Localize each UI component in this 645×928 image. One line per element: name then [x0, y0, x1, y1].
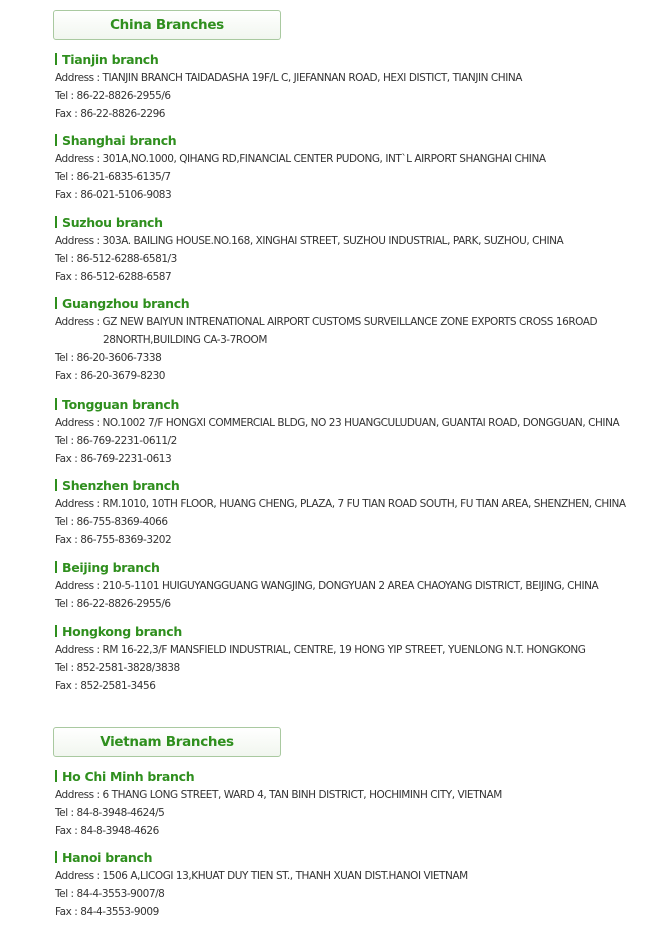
title-bar-marker — [55, 297, 57, 309]
branch-tel: Tel : 86-22-8826-2955/6 — [55, 598, 171, 610]
branch-tel: Tel : 86-20-3606-7338 — [55, 352, 162, 364]
branch-title — [55, 623, 637, 641]
branch-tel: Tel : 86-22-8826-2955/6 — [55, 90, 171, 102]
title-bar-marker — [55, 851, 57, 863]
branch-tel: Tel : 86-21-6835-6135/7 — [55, 171, 171, 183]
branch-name: Hongkong branch — [62, 624, 182, 639]
branch-address-continued: 28NORTH,BUILDING CA-3-7ROOM — [103, 334, 267, 346]
branch-tel: Tel : 84-4-3553-9007/8 — [55, 888, 165, 900]
branch-fax: Fax : 86-22-8826-2296 — [55, 108, 166, 120]
branch-name: Tongguan branch — [62, 397, 180, 412]
branch-name: Shanghai branch — [62, 133, 177, 148]
branch-tel: Tel : 86-512-6288-6581/3 — [55, 253, 177, 265]
china-branches-header: China Branches — [53, 10, 281, 40]
title-bar-marker — [55, 53, 57, 65]
branch-tongguan — [55, 396, 637, 468]
branch-address: Address : GZ NEW BAIYUN INTRENATIONAL AIRPORT CUSTOMS SURVEILLANCE ZONE EXPORTS CROSS 16ROAD — [55, 316, 598, 328]
branch-shanghai — [55, 132, 637, 204]
branch-fax: Fax : 86-021-5106-9083 — [55, 189, 172, 201]
title-bar-marker — [55, 770, 57, 782]
branch-title — [55, 51, 637, 69]
branch-tel: Tel : 86-769-2231-0611/2 — [55, 435, 177, 447]
branch-address: Address : RM.1010, 10TH FLOOR, HUANG CHENG, PLAZA, 7 FU TIAN ROAD SOUTH, FU TIAN AREA, SHENZHEN, CHINA — [55, 498, 626, 510]
branch-address: Address : 6 THANG LONG STREET, WARD 4, TAN BINH DISTRICT, HOCHIMINH CITY, VIETNAM — [55, 789, 502, 801]
branch-address: Address : 301A,NO.1000, QIHANG RD,FINANCIAL CENTER PUDONG, INT`L AIRPORT SHANGHAI CHINA — [55, 153, 546, 165]
title-bar-marker — [55, 625, 57, 637]
branch-title — [55, 849, 637, 867]
branch-address: Address : TIANJIN BRANCH TAIDADASHA 19F/L C, JIEFANNAN ROAD, HEXI DISTICT, TIANJIN CHINA — [55, 72, 523, 84]
branch-address: Address : 1506 A,LICOGI 13,KHUAT DUY TIEN ST., THANH XUAN DIST.HANOI VIETNAM — [55, 870, 468, 882]
branch-name: Suzhou branch — [62, 215, 163, 230]
branch-title — [55, 768, 637, 786]
branch-name: Guangzhou branch — [62, 296, 190, 311]
branch-guangzhou — [55, 295, 637, 385]
title-bar-marker — [55, 134, 57, 146]
title-bar-marker — [55, 216, 57, 228]
branch-address: Address : RM 16-22,3/F MANSFIELD INDUSTRIAL, CENTRE, 19 HONG YIP STREET, YUENLONG N.T. HONGKONG — [55, 644, 586, 656]
branch-address: Address : 210-5-1101 HUIGUYANGGUANG WANGJING, DONGYUAN 2 AREA CHAOYANG DISTRICT, BEIJING, CHINA — [55, 580, 599, 592]
branch-name: Ho Chi Minh branch — [62, 769, 195, 784]
branch-tel: Tel : 852-2581-3828/3838 — [55, 662, 180, 674]
branch-title — [55, 559, 637, 577]
branch-name: Hanoi branch — [62, 850, 153, 865]
branch-suzhou — [55, 214, 637, 286]
branch-hanoi — [55, 849, 637, 921]
branch-title — [55, 214, 637, 232]
branch-fax: Fax : 86-512-6288-6587 — [55, 271, 172, 283]
branch-fax: Fax : 86-20-3679-8230 — [55, 370, 166, 382]
branch-address: Address : 303A. BAILING HOUSE.NO.168, XINGHAI STREET, SUZHOU INDUSTRIAL, PARK, SUZHOU, CHINA — [55, 235, 564, 247]
branch-fax: Fax : 852-2581-3456 — [55, 680, 156, 692]
branch-title — [55, 132, 637, 150]
title-bar-marker — [55, 561, 57, 573]
branch-tel: Tel : 86-755-8369-4066 — [55, 516, 168, 528]
vietnam-branches-header: Vietnam Branches — [53, 727, 281, 757]
branch-name: Shenzhen branch — [62, 478, 180, 493]
branch-fax: Fax : 84-4-3553-9009 — [55, 906, 159, 918]
branch-fax: Fax : 86-769-2231-0613 — [55, 453, 172, 465]
branch-hongkong — [55, 623, 637, 695]
branch-name: Tianjin branch — [62, 52, 159, 67]
title-bar-marker — [55, 479, 57, 491]
branch-title — [55, 477, 637, 495]
branch-ho-chi-minh — [55, 768, 637, 840]
branch-title — [55, 396, 637, 414]
branch-beijing — [55, 559, 637, 613]
branch-name: Beijing branch — [62, 560, 160, 575]
branch-tianjin — [55, 51, 637, 123]
branch-address: Address : NO.1002 7/F HONGXI COMMERCIAL BLDG, NO 23 HUANGCULUDUAN, GUANTAI ROAD, DONGGUAN, CHINA — [55, 417, 620, 429]
branch-fax: Fax : 86-755-8369-3202 — [55, 534, 172, 546]
branch-shenzhen — [55, 477, 637, 549]
title-bar-marker — [55, 398, 57, 410]
branch-fax: Fax : 84-8-3948-4626 — [55, 825, 159, 837]
branch-tel: Tel : 84-8-3948-4624/5 — [55, 807, 165, 819]
branch-title — [55, 295, 637, 313]
